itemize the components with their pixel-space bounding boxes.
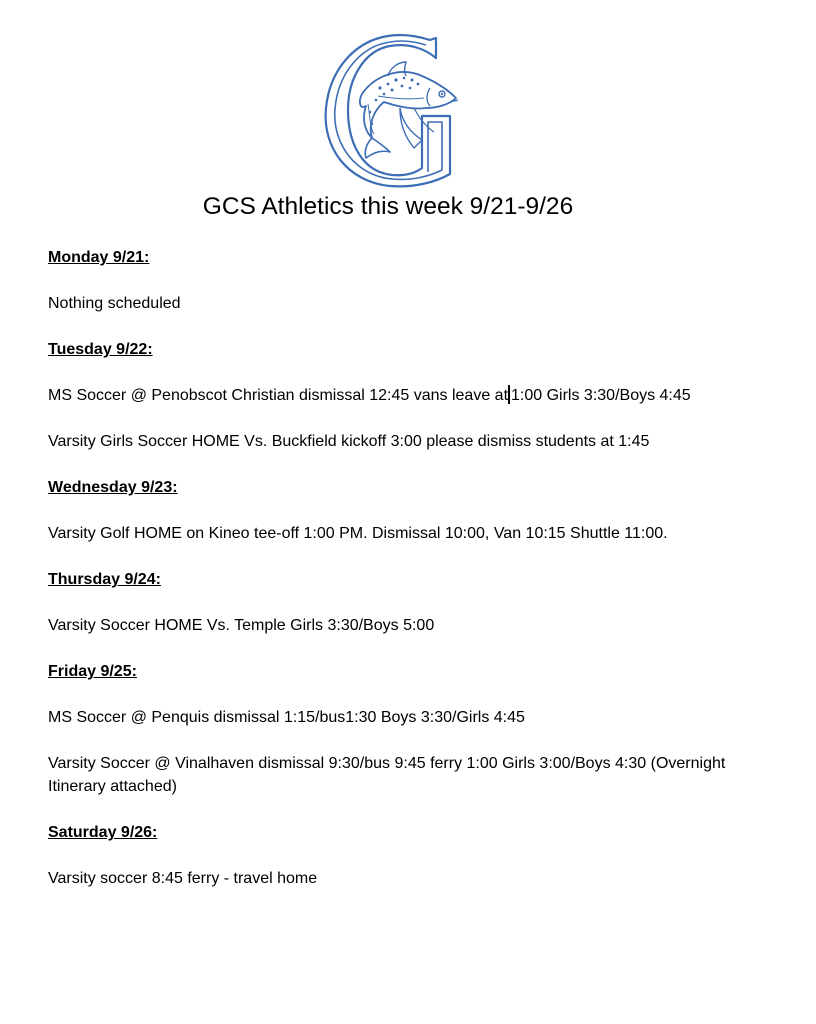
page-title: GCS Athletics this week 9/21-9/26 xyxy=(202,193,574,220)
day-section-tuesday xyxy=(48,338,738,453)
gcs-logo-icon xyxy=(318,32,464,190)
day-section-thursday xyxy=(48,568,738,637)
day-section-saturday xyxy=(48,821,738,890)
day-section-friday xyxy=(48,660,738,798)
event-item: MS Soccer @ Penobscot Christian dismissal 12:45 vans leave at 1:00 Girls 3:30/Boys 4:45 xyxy=(48,387,691,404)
day-heading: Tuesday 9/22: xyxy=(48,341,153,358)
day-heading: Friday 9/25: xyxy=(48,663,137,680)
day-heading: Monday 9/21: xyxy=(48,249,150,266)
event-item: Varsity Golf HOME on Kineo tee-off 1:00 PM. Dismissal 10:00, Van 10:15 Shuttle 11:00. xyxy=(48,525,668,542)
day-section-wednesday xyxy=(48,476,738,545)
event-item: Nothing scheduled xyxy=(48,295,181,312)
event-item: Varsity Girls Soccer HOME Vs. Buckfield kickoff 3:00 please dismiss students at 1:45 xyxy=(48,433,650,450)
text-cursor xyxy=(508,385,510,404)
event-item: Varsity soccer 8:45 ferry - travel home xyxy=(48,870,318,887)
day-heading: Saturday 9/26: xyxy=(48,824,158,841)
day-heading: Thursday 9/24: xyxy=(48,571,161,588)
schedule xyxy=(48,246,738,913)
day-section-monday xyxy=(48,246,738,315)
event-item: Varsity Soccer HOME Vs. Temple Girls 3:30/Boys 5:00 xyxy=(48,617,435,634)
event-item: Varsity Soccer @ Vinalhaven dismissal 9:30/bus 9:45 ferry 1:00 Girls 3:00/Boys 4:30 (Overnight Itinerary attached) xyxy=(48,755,726,795)
event-item: MS Soccer @ Penquis dismissal 1:15/bus1:30 Boys 3:30/Girls 4:45 xyxy=(48,709,525,726)
day-heading: Wednesday 9/23: xyxy=(48,479,178,496)
